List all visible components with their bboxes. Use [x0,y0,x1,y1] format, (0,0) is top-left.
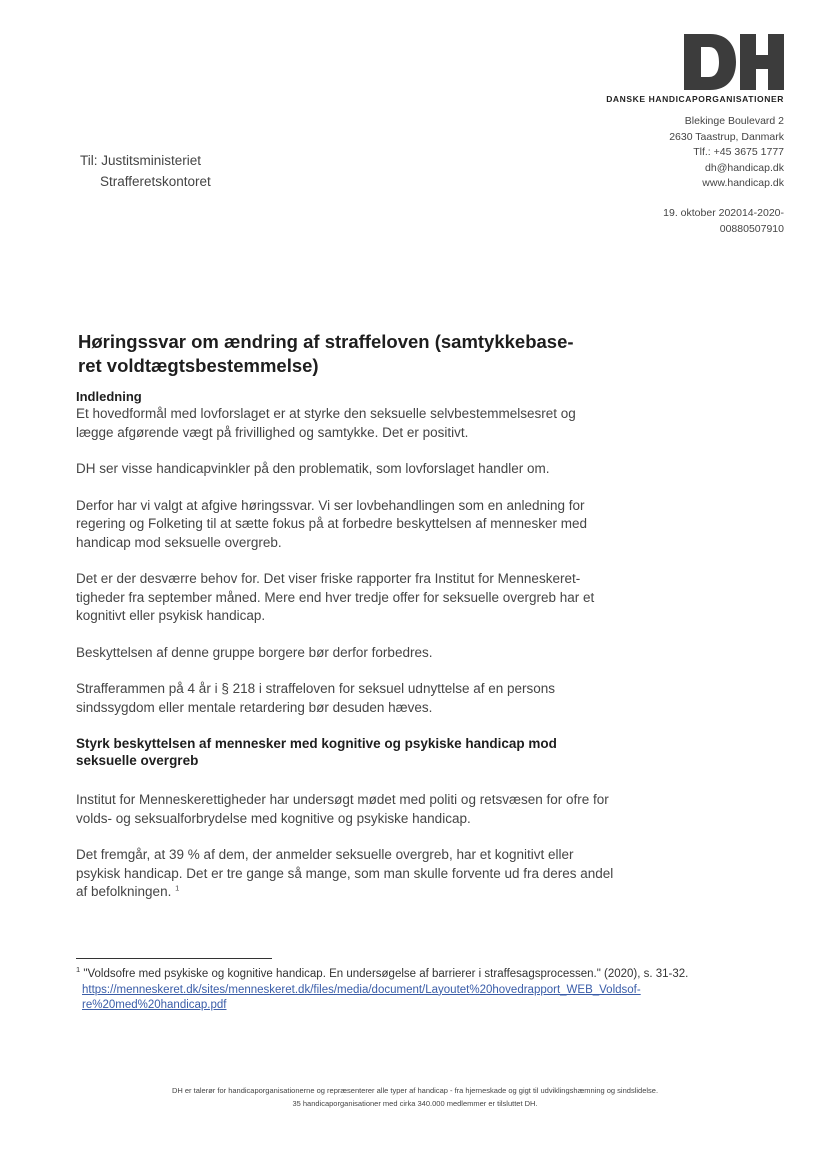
address-email: dh@handicap.dk [705,161,784,174]
address-city: 2630 Taastrup, Danmark [669,130,784,143]
paragraph: Det er der desværre behov for. Det viser friske rapporter fra Institut for Menneskeret-tigheder fra september måned. Mere end hver tredje offer for seksuelle overgreb har et kognitivt eller psykisk handicap. [76,571,595,623]
reference-number: 00880507910 [719,223,784,235]
title-line-1: Høringssvar om ændring af straffeloven (samtykkebase- [78,331,574,352]
date-line: 19. oktober 202014-2020- [663,207,784,219]
address-web: www.handicap.dk [702,177,784,189]
footnote-reference: 1 [175,883,180,893]
organisation-name: DANSKE HANDICAPORGANISATIONER [606,94,784,104]
footer-line-2: 35 handicaporganisationer med cirka 340.000 medlemmer er tilsluttet DH. [292,1099,538,1108]
footnote [76,967,756,1014]
paragraph [76,846,616,902]
intro-heading: Indledning [76,389,142,404]
section-heading: Styrk beskyttelsen af mennesker med kognitive og psykiske handicap mod seksuelle overgreb [76,736,557,768]
title-line-2: ret voldtægtsbestemmelse) [78,355,319,376]
footnote-divider [76,958,272,959]
footnote-link-line-1: https://menneskeret.dk/sites/menneskeret.dk/files/media/document/Layoutet%20hovedrapport_WEB_Voldsof- [82,983,641,996]
footnote-link[interactable] [76,983,756,1014]
address-phone: Tlf.: +45 3675 1777 [693,146,784,158]
paragraph: Et hovedformål med lovforslaget er at styrke den seksuelle selvbestemmelsesret og lægge afgørende vægt på frivillighed og samtykke. Det er positivt. [76,406,576,440]
paragraph: DH ser visse handicapvinkler på den problematik, som lovforslaget handler om. [76,461,550,476]
footer-line-1: DH er talerør for handicaporganisationerne og repræsenterer alle typer af handicap - fra hjerneskade og gigt til udviklingshæmning og sindslidelse. [171,1086,659,1095]
document-body [76,388,616,920]
paragraph: Derfor har vi valgt at afgive høringssvar. Vi ser lovbehandlingen som en anledning for regering og Folketing til at sætte fokus på at forbedre beskyttelsen af mennesker med handicap mod seksuelle overgreb. [76,497,588,550]
page-footer [90,1084,740,1110]
recipient-line-2: Strafferetskontoret [100,174,211,189]
footnote-marker: 1 [76,965,81,975]
paragraph-text: Det fremgår, at 39 % af dem, der anmelder seksuelle overgreb, har et kognitivt eller psykisk handicap. Det er tre gange så mange, som man skulle forvente ud fra deres andel af befolkningen. [76,847,614,899]
recipient-line-1: Til: Justitsministeriet [80,153,202,168]
dh-logo [684,34,784,90]
paragraph: Strafferammen på 4 år i § 218 i straffeloven for seksuel udnyttelse af en persons sindssygdom eller mentale retardering bør desuden hæves. [76,681,556,715]
sender-address [560,114,784,192]
footnote-link-line-2: re%20med%20handicap.pdf [82,999,227,1011]
paragraph: Beskyttelsen af denne gruppe borgere bør derfor forbedres. [76,644,433,660]
paragraph: Institut for Menneskerettigheder har undersøgt mødet med politi og retsvæsen for ofre for volds- og seksualforbrydelse med kognitive og psykiske handicap. [76,792,609,826]
date-reference [560,205,784,237]
footnote-text: "Voldsofre med psykiske og kognitive handicap. En undersøgelse af barrierer i straffesagsprocessen." (2020), s. 31-32. [83,968,689,980]
footnote-citation [76,967,756,983]
recipient [80,150,211,192]
document-title [78,330,618,378]
address-street: Blekinge Boulevard 2 [684,115,784,127]
